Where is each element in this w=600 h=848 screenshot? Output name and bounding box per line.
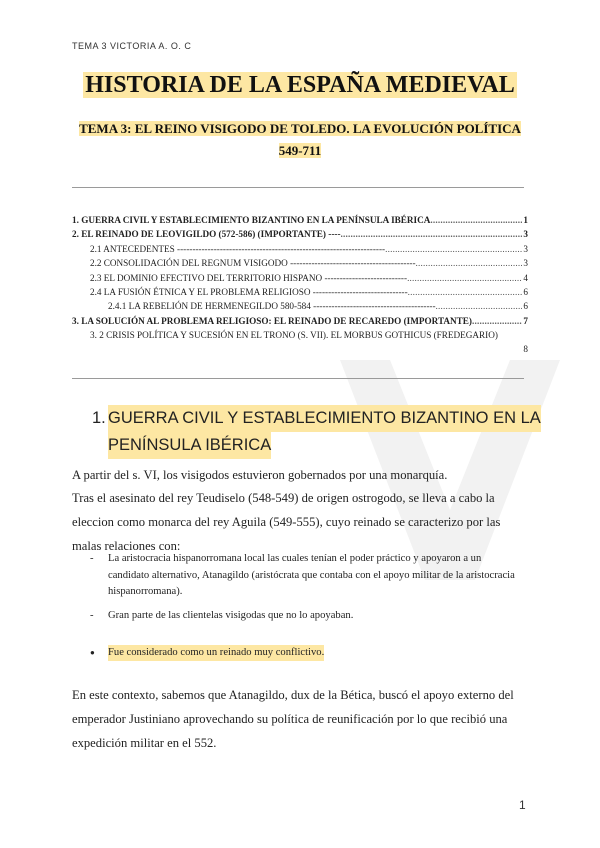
toc-entry[interactable]: 2.2 CONSOLIDACIÓN DEL REGNUM VISIGODO ----------------------------------------- ..... 3 bbox=[72, 256, 528, 270]
toc-entry[interactable]: 2. EL REINADO DE LEOVIGILDO (572-586) (IMPORTANTE) ---- ..... 3 bbox=[72, 227, 528, 241]
subtitle-line-1: TEMA 3: EL REINO VISIGODO DE TOLEDO. LA EVOLUCIÓN POLÍTICA bbox=[79, 121, 521, 136]
document-title bbox=[0, 72, 600, 99]
paragraph-3: En este contexto, sabemos que Atanagildo, dux de la Bética, buscó el apoyo externo del emperador Justiniano aprovechando su política de reunificación por lo que recibió una expedición militar en el 552. bbox=[72, 688, 514, 750]
table-of-contents bbox=[72, 213, 528, 357]
document-title-text: HISTORIA DE LA ESPAÑA MEDIEVAL bbox=[85, 72, 515, 98]
section-1-number: 1. bbox=[92, 409, 106, 427]
highlighted-bullet-text: Fue considerado como un reinado muy conflictivo. bbox=[108, 645, 324, 661]
toc-entry[interactable]: 2.3 EL DOMINIO EFECTIVO DEL TERRITORIO HISPANO --------------------------- ..... 4 bbox=[72, 271, 528, 285]
toc-entry[interactable]: 8 3. 2 CRISIS POLÍTICA Y SUCESIÓN EN EL TRONO (S. VII). EL MORBUS GOTHICUS (FREDEGARIO) bbox=[90, 330, 528, 355]
toc-entry[interactable]: 2.4.1 LA REBELIÓN DE HERMENEGILDO 580-584 ---------------------------------------- ..... 6 bbox=[72, 299, 528, 313]
section-1-title-line-2: PENÍNSULA IBÉRICA bbox=[108, 432, 271, 459]
section-1-title-line-1: GUERRA CIVIL Y ESTABLECIMIENTO BIZANTINO EN LA bbox=[108, 405, 541, 432]
paragraph-1: A partir del s. VI, los visigodos estuvieron gobernados por una monarquía. bbox=[72, 468, 448, 482]
toc-entry[interactable]: 2.1 ANTECEDENTES -------------------------------------------------------------------- ..... 3 bbox=[72, 242, 528, 256]
bullet-text-2: Gran parte de las clientelas visigodas que no lo apoyaban. bbox=[108, 610, 354, 621]
header-tag: TEMA 3 VICTORIA A. O. C bbox=[72, 41, 192, 51]
toc-entry[interactable]: 1. GUERRA CIVIL Y ESTABLECIMIENTO BIZANTINO EN LA PENÍNSULA IBÉRICA ..... 1 bbox=[72, 213, 528, 227]
bullet-dash-icon: - bbox=[90, 610, 94, 621]
subtitle-line-2: 549-711 bbox=[278, 143, 322, 158]
divider-bottom bbox=[72, 378, 524, 379]
toc-entry[interactable]: 3. LA SOLUCIÓN AL PROBLEMA RELIGIOSO: EL REINADO DE RECAREDO (IMPORTANTE) ..... 7 bbox=[72, 314, 528, 328]
bullet-dash-icon: - bbox=[90, 553, 94, 564]
bullet-dot-icon: ● bbox=[90, 648, 95, 657]
page-number: 1 bbox=[519, 798, 526, 812]
bullet-text-1: La aristocracia hispanorromana local las cuales tenían el poder práctico y apoyaron a un candidato alternativo, Atanagildo (aristócrata que contaba con el apoyo militar de la aristocracia hispanorromana). bbox=[108, 553, 515, 597]
document-subtitle bbox=[70, 118, 530, 162]
toc-entry[interactable]: 2.4 LA FUSIÓN ÉTNICA Y EL PROBLEMA RELIGIOSO ------------------------------- ..... 6 bbox=[72, 285, 528, 299]
divider-top bbox=[72, 187, 524, 188]
paragraph-2: Tras el asesinato del rey Teudiselo (548-549) de origen ostrogodo, se lleva a cabo la eleccion como monarca del rey Aguila (549-555), cuyo reinado se caracterizo por las malas relaciones con: bbox=[72, 491, 501, 553]
